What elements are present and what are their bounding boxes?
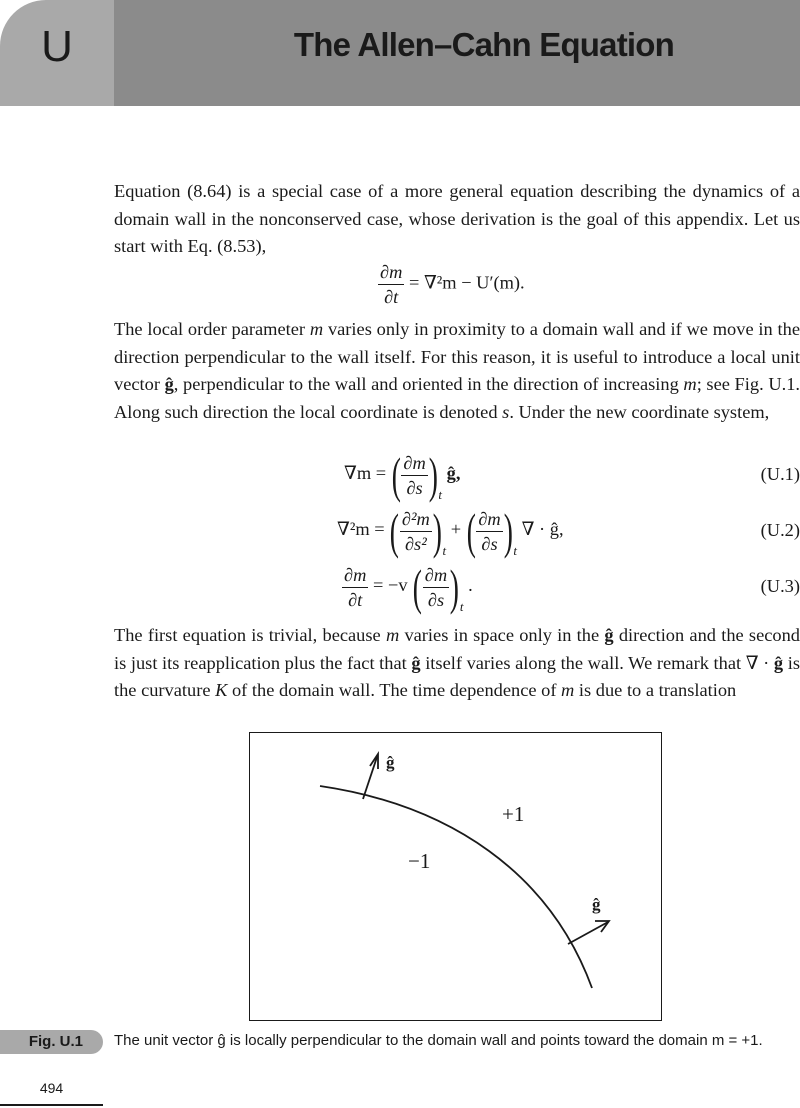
equation-label-u1: (U.1) bbox=[760, 464, 800, 484]
equation-u2: ∇²m = ( $\frac{\text{∂²m}}{\text{∂s²}}$ )$_t$ + ( $\frac{\partial m}{\partial s}$ )$_t$ ∇ · ĝ, bbox=[337, 503, 564, 559]
domain-wall-diagram bbox=[250, 733, 661, 1020]
equation-u3: $\frac{\partial m}{\partial t}$ = −v ( $\frac{\partial m}{\partial s}$ )$_t$ . bbox=[344, 559, 473, 615]
equation-u1: ∇m = ( $\frac{\partial m}{\partial s}$ )$_t$ ĝ, bbox=[344, 447, 461, 503]
chapter-title: The Allen–Cahn Equation bbox=[293, 26, 674, 63]
page-number: 494 bbox=[39, 1080, 64, 1096]
g-hat-label-bottom: ĝ bbox=[592, 895, 601, 914]
g-hat-label-top: ĝ bbox=[386, 753, 395, 772]
domain-plus-one-label: +1 bbox=[502, 802, 525, 826]
domain-wall-curve bbox=[320, 786, 592, 988]
figure-caption-tab: Fig. U.1 bbox=[0, 1030, 103, 1054]
equation-label-u2: (U.2) bbox=[760, 520, 800, 540]
normal-vector-top bbox=[363, 757, 377, 799]
figure-u1 bbox=[249, 732, 662, 1021]
arrowhead-bottom bbox=[595, 921, 609, 932]
paragraph-2: The local order parameter m varies only in proximity to a domain wall and if we move in the direction perpendicular to the wall itself. For this reason, it is useful to introduce a local unit vector ĝ, perpendicular to the wall and oriented in the direction of increasing m; see Fig. U.1. Along such direction the local coordinate is denoted s. Under the new coordinate system, bbox=[114, 319, 800, 422]
page-number-rule bbox=[0, 1104, 103, 1106]
normal-vector-bottom bbox=[568, 922, 608, 944]
figure-caption: The unit vector ĝ is locally perpendicular to the domain wall and points toward the domain m = +1. bbox=[114, 1032, 763, 1049]
paragraph-3: The first equation is trivial, because m varies in space only in the ĝ direction and the second is just its reapplication plus the fact that ĝ itself varies along the wall. We remark that ∇ · ĝ is the curvature K of the domain wall. The time dependence of m is due to a translation bbox=[114, 625, 800, 700]
equation-label-u3: (U.3) bbox=[760, 576, 800, 596]
chapter-letter: U bbox=[41, 22, 73, 71]
paragraph-1: Equation (8.64) is a special case of a more general equation describing the dynamics of a domain wall in the nonconserved case, whose derivation is the goal of this appendix. Let us start with Eq. (8.53), bbox=[114, 181, 800, 256]
equation-853: $\frac{\partial m}{\partial t}$ = ∇²m − U′(m). bbox=[380, 262, 525, 307]
domain-minus-one-label: −1 bbox=[408, 849, 431, 873]
